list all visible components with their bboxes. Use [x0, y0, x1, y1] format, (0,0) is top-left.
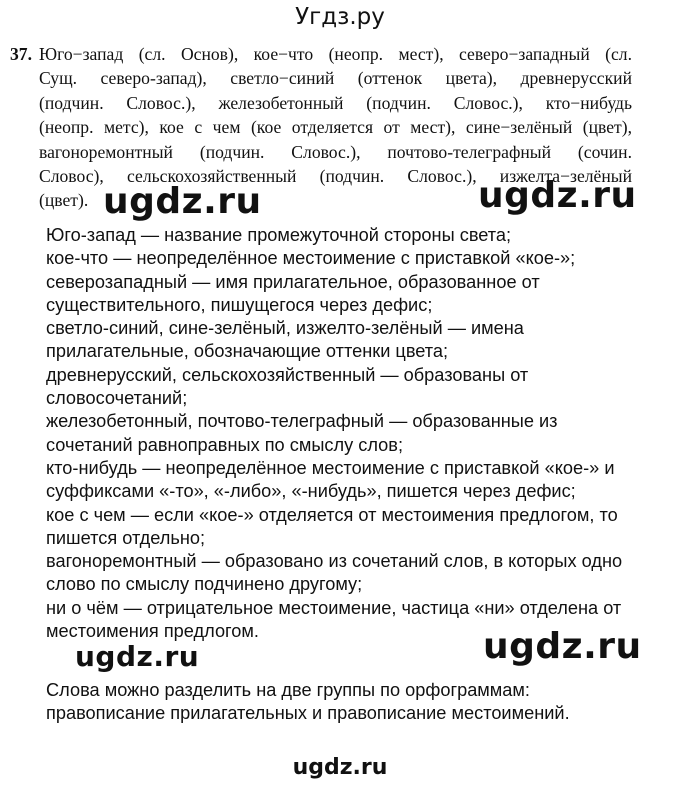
task-line: Словос), сельскохозяйственный (подчин. Словос.), изжелта−зелёный	[39, 166, 632, 187]
answer-line: существительного, пишущегося через дефис;	[46, 294, 433, 315]
answer-line: северозападный — имя прилагательное, образованное от	[46, 271, 540, 292]
answer-line: кое-что — неопределённое местоимение с приставкой «кое-»;	[46, 248, 576, 269]
answer-line: светло-синий, сине-зелёный, изжелто-зелёный — имена	[46, 318, 524, 339]
conclusion-line: Слова можно разделить на две группы по орфограммам:	[46, 680, 530, 700]
task-line: (цвет).	[39, 190, 89, 211]
answer-line: пишется отдельно;	[46, 527, 206, 548]
answer-line: железобетонный, почтово-телеграфный — образованные из	[46, 411, 558, 432]
answer-line: прилагательные, обозначающие оттенки цвета;	[46, 341, 449, 362]
site-footer: ugdz.ru	[292, 755, 388, 780]
answer-line: вагоноремонтный — образовано из сочетаний слов, в которых одно	[46, 551, 623, 572]
answer-line: древнерусский, сельскохозяйственный — образованы от	[46, 364, 529, 385]
task-number: 37.	[10, 44, 32, 64]
answer-line: слово по смыслу подчинено другому;	[46, 574, 363, 595]
answer-line: словосочетаний;	[46, 388, 188, 409]
conclusion-line: правописание прилагательных и правописание местоимений.	[46, 703, 570, 724]
answer-line: ни о чём — отрицательное местоимение, частица «ни» отделена от	[46, 597, 622, 618]
answer-text	[46, 224, 656, 643]
answer-line: сочетаний равноправных по смыслу слов;	[46, 434, 403, 455]
task-line: (подчин. Словос.), железобетонный (подчин. Словос.), кто−нибудь	[39, 92, 632, 113]
task-line: вагоноремонтный (подчин. Словос.), почтово-телеграфный (сочин.	[39, 141, 632, 162]
watermark: ugdz.ru	[478, 175, 637, 216]
watermark: ugdz.ru	[483, 626, 642, 667]
answer-line: суффиксами «-то», «-либо», «-нибудь», пишется через дефис;	[46, 481, 576, 502]
answer-line: кое с чем — если «кое-» отделяется от местоимения предлогом, то	[46, 504, 618, 525]
site-title: Угдз.ру	[295, 4, 385, 30]
answer-line: кто-нибудь — неопределённое местоимение с приставкой «кое-» и	[46, 457, 615, 478]
answer-line: местоимения предлогом.	[46, 621, 259, 642]
watermark: ugdz.ru	[103, 181, 262, 222]
answer-line: Юго-запад — название промежуточной стороны света;	[46, 225, 512, 245]
conclusion-text	[46, 679, 656, 726]
watermark: ugdz.ru	[75, 640, 200, 673]
task-line: (неопр. метс), кое с чем (кое отделяется от мест), сине−зелёный (цвет),	[39, 117, 632, 138]
task-line: Сущ. северо-запад), светло−синий (оттенок цвета), древнерусский	[39, 68, 632, 89]
task-line: Юго−запад (сл. Основ), кое−что (неопр. мест), северо−западный (сл.	[39, 44, 632, 64]
